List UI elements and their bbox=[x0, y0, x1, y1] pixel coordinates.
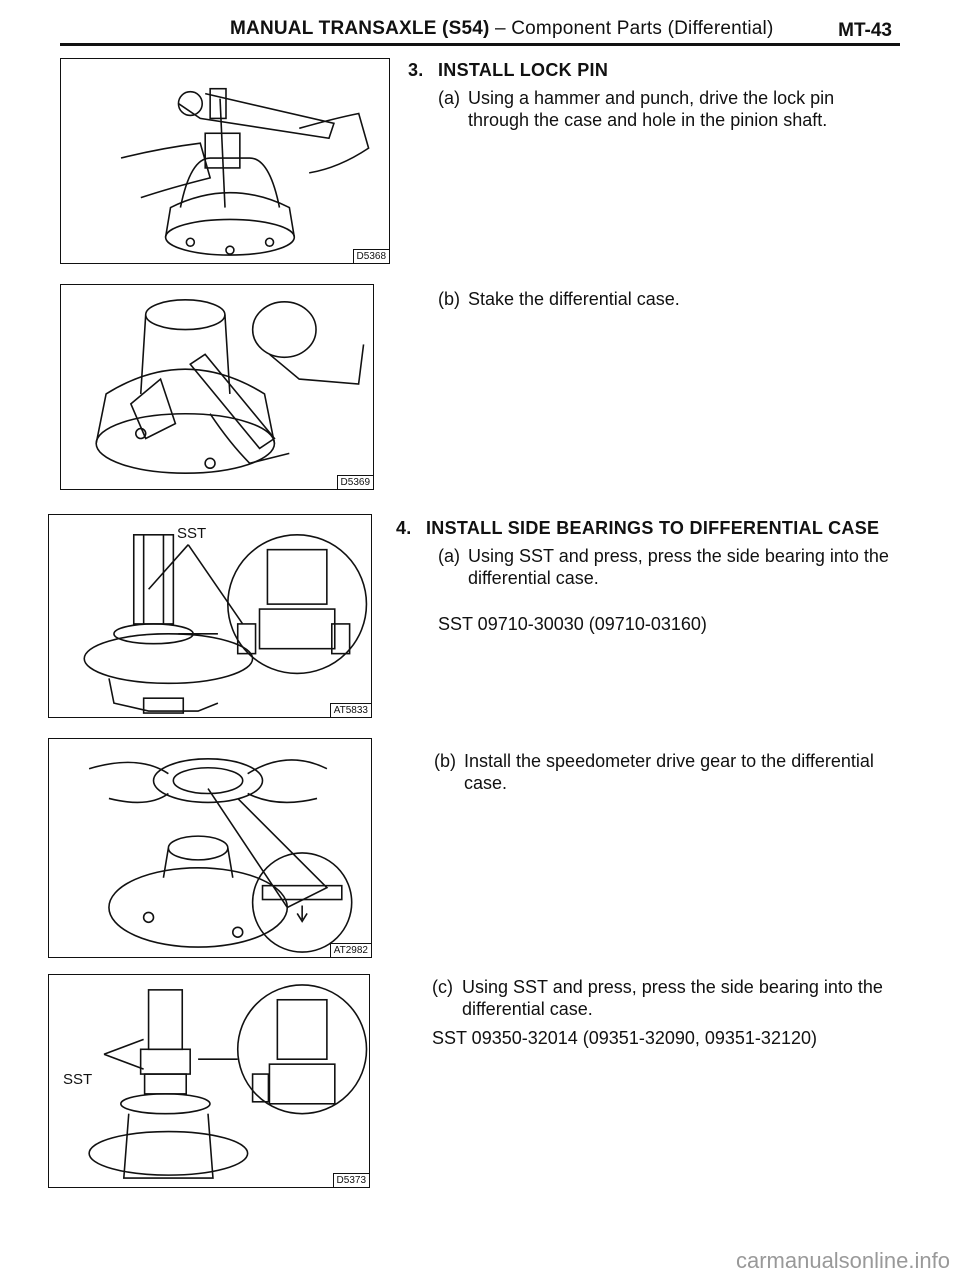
step-3a bbox=[438, 87, 898, 131]
figure-speedometer-gear bbox=[48, 738, 372, 958]
page-number: MT-43 bbox=[838, 20, 892, 41]
substep-label: (b) bbox=[438, 289, 460, 309]
header-title bbox=[230, 18, 774, 40]
speedometer-gear-illustration bbox=[49, 739, 371, 957]
header-title-bold: MANUAL TRANSAXLE (S54) bbox=[230, 18, 490, 39]
step-4a bbox=[438, 545, 898, 589]
substep-text: Using SST and press, press the side bearing into the differential case. bbox=[462, 977, 883, 1019]
figure-code: D5369 bbox=[337, 475, 373, 489]
figure-code: AT5833 bbox=[330, 703, 371, 717]
step-4-heading bbox=[396, 518, 879, 539]
figure-code: D5368 bbox=[353, 249, 389, 263]
watermark: carmanualsonline.info bbox=[735, 1248, 950, 1273]
step-4c-sst: SST 09350-32014 (09351-32090, 09351-32120) bbox=[432, 1028, 817, 1048]
figure-code: AT2982 bbox=[330, 943, 371, 957]
header-title-rest: – Component Parts (Differential) bbox=[489, 18, 774, 39]
step-title: INSTALL SIDE BEARINGS TO DIFFERENTIAL CASE bbox=[426, 518, 880, 538]
sst-label: SST bbox=[177, 525, 207, 542]
substep-text: Using a hammer and punch, drive the lock pin through the case and hole in the pinion shaft. bbox=[468, 88, 835, 130]
step-number: 4. bbox=[396, 518, 412, 538]
figure-lock-pin bbox=[60, 58, 390, 264]
step-3b bbox=[438, 288, 898, 310]
substep-text: Install the speedometer drive gear to the differential case. bbox=[464, 751, 874, 793]
figure-code: D5373 bbox=[333, 1173, 369, 1187]
substep-text: Using SST and press, press the side bearing into the differential case. bbox=[468, 546, 889, 588]
step-3-heading bbox=[408, 60, 608, 81]
sst-label: SST bbox=[63, 1071, 93, 1088]
step-number: 3. bbox=[408, 60, 424, 80]
substep-label: (a) bbox=[438, 546, 460, 566]
substep-label: (c) bbox=[432, 977, 453, 997]
step-title: INSTALL LOCK PIN bbox=[438, 60, 609, 80]
step-4a-sst: SST 09710-30030 (09710-03160) bbox=[438, 614, 707, 634]
substep-label: (a) bbox=[438, 88, 460, 108]
substep-text: Stake the differential case. bbox=[468, 289, 680, 309]
header-rule bbox=[60, 43, 900, 46]
step-4c bbox=[432, 976, 892, 1020]
bearing-press-illustration-2 bbox=[49, 975, 369, 1187]
figure-sst-bearing-1 bbox=[48, 514, 372, 718]
page-header bbox=[60, 10, 900, 42]
stake-case-illustration bbox=[61, 285, 373, 489]
bearing-press-illustration-1 bbox=[49, 515, 371, 717]
figure-stake-case bbox=[60, 284, 374, 490]
figure-sst-bearing-2 bbox=[48, 974, 370, 1188]
step-4b bbox=[434, 750, 894, 794]
lock-pin-illustration bbox=[61, 59, 389, 263]
substep-label: (b) bbox=[434, 751, 456, 771]
